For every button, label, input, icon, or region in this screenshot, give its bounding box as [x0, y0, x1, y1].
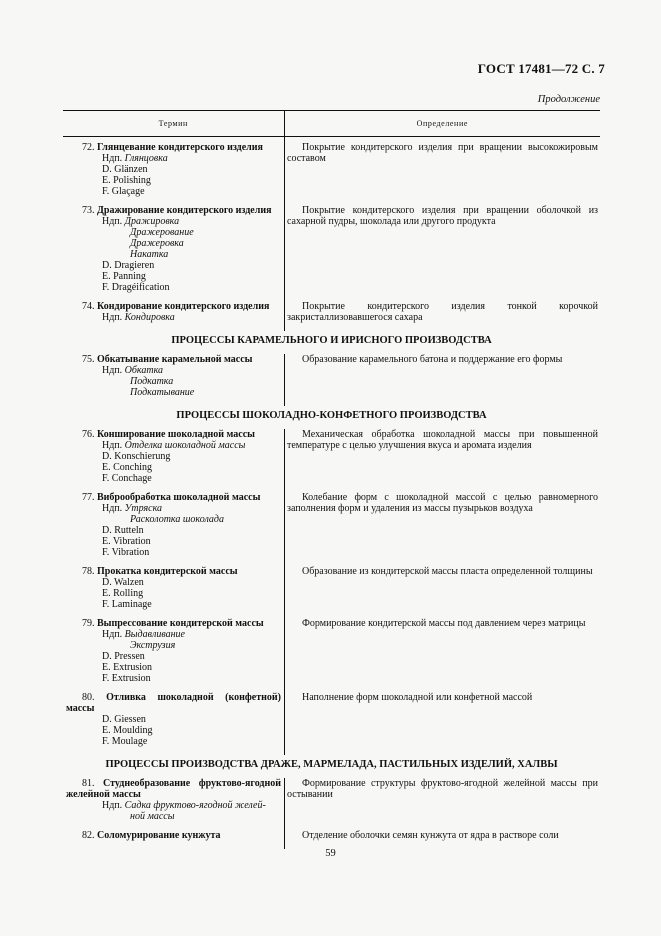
definition-cell: Отделение оболочки семян кунжута от ядра в растворе соли: [284, 830, 600, 849]
table-row: [63, 830, 600, 849]
synonym-label: Ндп.: [102, 312, 123, 323]
term-name: [66, 354, 281, 365]
term-number: 72.: [82, 142, 95, 153]
term-title: Конширование шоколадной массы: [97, 429, 255, 440]
term-cell: [63, 692, 284, 755]
table-row: [63, 429, 600, 492]
table-row: [63, 618, 600, 692]
term-title: Кондирование кондитерского изделия: [97, 301, 270, 312]
term-number: 76.: [82, 429, 95, 440]
variant-text: E. Panning: [102, 271, 146, 282]
term-number: 82.: [82, 830, 95, 841]
term-variant: [66, 536, 281, 547]
term-variant: [66, 175, 281, 186]
not-allowed-synonym: [66, 800, 281, 811]
variant-text: F. Vibration: [102, 547, 150, 558]
term-variant: [66, 577, 281, 588]
synonym-label: Ндп.: [102, 440, 123, 451]
synonym-label: Ндп.: [102, 800, 123, 811]
variant-text: D. Glänzen: [102, 164, 148, 175]
table-row: [63, 354, 600, 406]
variant-text: F. Moulage: [102, 736, 148, 747]
variant-text: Дражировка: [124, 216, 180, 227]
term-variant: [66, 260, 281, 271]
section-heading: ПРОЦЕССЫ ШОКОЛАДНО-КОНФЕТНОГО ПРОИЗВОДСТВА: [176, 410, 487, 421]
definition-cell: Колебание форм с шоколадной массой с целью равномерного заполнения форм и удаления из массы пузырьков воздуха: [284, 492, 600, 566]
term-variant: [66, 227, 281, 238]
term-variant: [66, 599, 281, 610]
variant-text: Обкатка: [124, 365, 164, 376]
term-variant: [66, 811, 281, 822]
term-variant: [66, 640, 281, 651]
term-title: Прокатка кондитерской массы: [97, 566, 238, 577]
definition-cell: Образование карамельного батона и поддержание его формы: [284, 354, 600, 406]
definition-cell: Формирование кондитерской массы под давлением через матрицы: [284, 618, 600, 692]
term-number: 74.: [82, 301, 95, 312]
term-title-continuation: желейной массы: [66, 789, 141, 800]
term-cell: [63, 354, 284, 406]
term-variant: [66, 249, 281, 260]
page-number: 59: [325, 848, 336, 859]
table-row: [63, 492, 600, 566]
term-name: [66, 566, 281, 577]
variant-text: D. Dragieren: [102, 260, 155, 271]
term-cell: [63, 492, 284, 566]
not-allowed-synonym: [66, 440, 281, 451]
term-variant: [66, 725, 281, 736]
variant-text: E. Moulding: [102, 725, 153, 736]
term-variant: [66, 514, 281, 525]
term-variant: [66, 186, 281, 197]
table-header: [63, 111, 600, 137]
variant-text: D. Walzen: [102, 577, 144, 588]
variant-text: Глянцовка: [124, 153, 168, 164]
definition-cell: Покрытие кондитерского изделия тонкой корочкой закристаллизовавшегося сахара: [284, 301, 600, 331]
term-name: [66, 429, 281, 440]
term-name: [66, 301, 281, 312]
term-variant: [66, 662, 281, 673]
term-title: Дражирование кондитерского изделия: [97, 205, 272, 216]
term-variant: [66, 282, 281, 293]
term-variant: [66, 588, 281, 599]
variant-text: F. Glaçage: [102, 186, 145, 197]
terms-table: [63, 110, 600, 849]
definition-cell: Наполнение форм шоколадной или конфетной массой: [284, 692, 600, 755]
definition-cell: Покрытие кондитерского изделия при вращении оболочкой из сахарной пудры, шоколада или другого продукта: [284, 205, 600, 301]
definition-cell: Покрытие кондитерского изделия при вращении высокожировым составом: [284, 137, 600, 205]
term-cell: [63, 830, 284, 849]
not-allowed-synonym: [66, 216, 281, 227]
variant-text: Накатка: [130, 249, 169, 260]
term-number: 77.: [82, 492, 95, 503]
term-name: [66, 830, 281, 841]
table-row: [63, 301, 600, 331]
term-title-continuation: массы: [66, 703, 95, 714]
term-variant: [66, 673, 281, 684]
variant-text: Подкатывание: [130, 387, 195, 398]
variant-text: E. Extrusion: [102, 662, 152, 673]
variant-text: E. Polishing: [102, 175, 151, 186]
term-cell: [63, 778, 284, 830]
term-number: 73.: [82, 205, 95, 216]
continued-label: Продолжение: [537, 94, 600, 105]
term-cell: [63, 301, 284, 331]
variant-text: D. Giessen: [102, 714, 146, 725]
term-variant: [66, 714, 281, 725]
document-header: ГОСТ 17481—72 С. 7: [477, 61, 605, 76]
variant-text: Дражерование: [130, 227, 194, 238]
variant-text: Расколотка шоколада: [130, 514, 224, 525]
term-number: 78.: [82, 566, 95, 577]
table-row: [63, 778, 600, 830]
synonym-label: Ндп.: [102, 629, 123, 640]
definition-cell: Образование из кондитерской массы пласта определенной толщины: [284, 566, 600, 618]
table-row: [63, 692, 600, 755]
variant-text: D. Rutteln: [102, 525, 144, 536]
synonym-label: Ндп.: [102, 365, 123, 376]
table-body: [63, 137, 600, 849]
variant-text: Подкатка: [130, 376, 174, 387]
synonym-label: Ндп.: [102, 153, 123, 164]
variant-text: Утряска: [124, 503, 163, 514]
term-variant: [66, 651, 281, 662]
term-name: [66, 142, 281, 153]
synonym-label: Ндп.: [102, 216, 123, 227]
variant-text: Экструзия: [130, 640, 176, 651]
term-name: [66, 778, 281, 789]
term-variant: [66, 271, 281, 282]
synonym-label: Ндп.: [102, 503, 123, 514]
section-heading: ПРОЦЕССЫ КАРАМЕЛЬНОГО И ИРИСНОГО ПРОИЗВОДСТВА: [171, 335, 492, 346]
term-variant: [66, 525, 281, 536]
term-variant: [66, 462, 281, 473]
term-variant: [66, 164, 281, 175]
definition-cell: Механическая обработка шоколадной массы при повышенной температуре с целью улучшения вкуса и аромата изделия: [284, 429, 600, 492]
term-variant: [66, 451, 281, 462]
term-cell: [63, 618, 284, 692]
term-variant: [66, 238, 281, 249]
variant-text: Кондировка: [124, 312, 175, 323]
not-allowed-synonym: [66, 153, 281, 164]
term-name: [66, 205, 281, 216]
term-title: Глянцевание кондитерского изделия: [97, 142, 263, 153]
variant-text: D. Konschierung: [102, 451, 171, 462]
term-number: 79.: [82, 618, 95, 629]
variant-text: Дражеровка: [130, 238, 184, 249]
term-title: Студнеобразование фруктово-ягодной: [103, 778, 281, 789]
variant-text: E. Rolling: [102, 588, 144, 599]
variant-text: E. Vibration: [102, 536, 151, 547]
term-number: 81.: [82, 778, 95, 789]
variant-text: F. Laminage: [102, 599, 152, 610]
term-cell: [63, 137, 284, 205]
term-variant: [66, 473, 281, 484]
term-name: [66, 618, 281, 629]
column-header-definition: Определение: [284, 111, 600, 136]
variant-text: F. Dragéification: [102, 282, 170, 293]
column-header-term: Термин: [158, 119, 188, 128]
term-title: Отливка шоколадной (конфетной): [106, 692, 281, 703]
term-cell: [63, 429, 284, 492]
term-cell: [63, 205, 284, 301]
variant-text: Садка фруктово-ягодной желей-: [124, 800, 266, 811]
term-number: 80.: [82, 692, 95, 703]
not-allowed-synonym: [66, 503, 281, 514]
variant-text: E. Conching: [102, 462, 152, 473]
not-allowed-synonym: [66, 312, 281, 323]
variant-text: F. Extrusion: [102, 673, 151, 684]
term-title: Соломурирование кунжута: [97, 830, 221, 841]
variant-text: F. Conchage: [102, 473, 152, 484]
variant-text: ной массы: [130, 811, 175, 822]
table-row: [63, 566, 600, 618]
term-cell: [63, 566, 284, 618]
term-number: 75.: [82, 354, 95, 365]
variant-text: D. Pressen: [102, 651, 145, 662]
section-heading: ПРОЦЕССЫ ПРОИЗВОДСТВА ДРАЖЕ, МАРМЕЛАДА, ПАСТИЛЬНЫХ ИЗДЕЛИЙ, ХАЛВЫ: [105, 759, 558, 770]
term-name: [66, 492, 281, 503]
term-title: Виброобработка шоколадной массы: [97, 492, 261, 503]
not-allowed-synonym: [66, 365, 281, 376]
variant-text: Выдавливание: [124, 629, 185, 640]
table-row: [63, 205, 600, 301]
table-row: [63, 137, 600, 205]
variant-text: Отделка шоколадной массы: [124, 440, 246, 451]
term-variant: [66, 376, 281, 387]
term-variant: [66, 387, 281, 398]
term-title: Обкатывание карамельной массы: [97, 354, 253, 365]
term-variant: [66, 547, 281, 558]
term-title: Выпрессование кондитерской массы: [97, 618, 264, 629]
term-variant: [66, 736, 281, 747]
not-allowed-synonym: [66, 629, 281, 640]
definition-cell: Формирование структуры фруктово-ягодной желейной массы при остывании: [284, 778, 600, 830]
term-name: [66, 692, 281, 703]
